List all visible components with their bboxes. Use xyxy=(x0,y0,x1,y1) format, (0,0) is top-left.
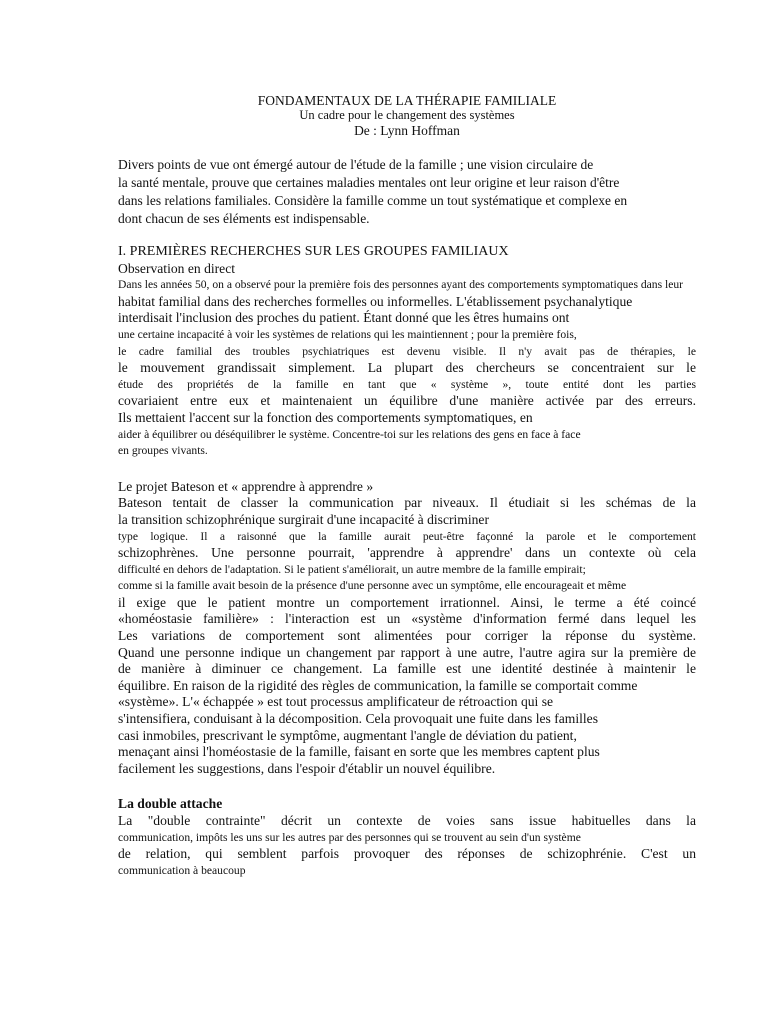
text-line: habitat familial dans des recherches formelles ou informelles. L'établissement psychanalytique xyxy=(118,293,633,309)
document-subtitle: Un cadre pour le changement des systèmes xyxy=(299,108,515,122)
text-line: la transition schizophrénique surgirait d'une incapacité à discriminer xyxy=(118,511,489,527)
text-line: Bateson tentait de classer la communication par niveaux. Il étudiait si les schémas de la xyxy=(118,495,696,511)
section-1-body xyxy=(118,277,696,460)
text-line: le mouvement grandissait simplement. La plupart des chercheurs se concentraient sur le xyxy=(118,360,696,376)
text-line: la santé mentale, prouve que certaines maladies mentales ont leur origine et leur raison d'être xyxy=(118,175,620,190)
text-line: communication, impôts les uns sur les autres par des personnes qui se trouvent au sein d'un système xyxy=(118,830,581,844)
text-line: aider à équilibrer ou déséquilibrer le système. Concentre-toi sur les relations des gens en face à face xyxy=(118,427,581,441)
text-line: La "double contrainte" décrit un contexte de voies sans issue habituelles dans la xyxy=(118,813,696,828)
text-line: type logique. Il a raisonné que la famille aurait peut-être façonné la parole et le comportement xyxy=(118,529,696,543)
section-heading: Le projet Bateson et « apprendre à apprendre » xyxy=(118,478,374,494)
text-line: casi inmobiles, prescrivant le symptôme, augmentant l'angle de déviation du patient, xyxy=(118,727,577,743)
section-3-body xyxy=(118,813,696,879)
text-line: s'intensifiera, conduisant à la décomposition. Cela provoquait une fuite dans les familles xyxy=(118,711,598,727)
document-page xyxy=(118,93,696,879)
section-2-body xyxy=(118,495,696,777)
section-heading: I. PREMIÈRES RECHERCHES SUR LES GROUPES FAMILIAUX xyxy=(118,244,509,259)
text-line: covariaient entre eux et maintenaient un équilibre d'une manière activée par des erreurs. xyxy=(118,393,696,409)
text-line: il exige que le patient montre un comportement irrationnel. Ainsi, le terme a été coincé xyxy=(118,594,696,610)
text-line: communication à beaucoup xyxy=(118,863,246,877)
text-line: Quand une personne indique un changement par rapport à une autre, l'autre agira sur la première de xyxy=(118,644,696,660)
text-line: menaçant ainsi l'homéostasie de la famille, faisant en sorte que les membres captent plus xyxy=(118,744,600,760)
text-line: «système». L'« échappée » est tout processus amplificateur de rétroaction qui se xyxy=(118,694,554,710)
text-line: Les variations de comportement sont alimentées pour corriger la réponse du système. xyxy=(118,628,696,644)
text-line: Dans les années 50, on a observé pour la première fois des personnes ayant des comportements symptomatiques dans leur xyxy=(118,278,684,292)
text-line: étude des propriétés de la famille en tant que « système », toute entité dont les parties xyxy=(118,377,696,391)
text-line: facilement les suggestions, dans l'espoir d'établir un nouvel équilibre. xyxy=(118,760,496,776)
text-line: dont chacun de ses éléments est indispensable. xyxy=(118,211,370,226)
text-line: en groupes vivants. xyxy=(118,444,208,458)
intro-paragraph xyxy=(118,156,696,228)
text-line: «homéostasie familière» : l'interaction est un «système d'information fermé dans lequel les xyxy=(118,611,696,627)
text-line: Divers points de vue ont émergé autour de l'étude de la famille ; une vision circulaire de xyxy=(118,157,594,172)
text-line: schizophrènes. Une personne pourrait, 'apprendre à apprendre' dans un contexte où cela xyxy=(118,545,696,561)
document-author: De : Lynn Hoffman xyxy=(354,123,460,138)
text-line: difficulté en dehors de l'adaptation. Si le patient s'améliorait, un autre membre de la famille empirait; xyxy=(118,562,586,576)
document-title: FONDAMENTAUX DE LA THÉRAPIE FAMILIALE xyxy=(257,93,557,108)
text-line: interdisait l'inclusion des proches du patient. Étant donné que les êtres humains ont xyxy=(118,310,570,326)
text-line: de manière à diminuer ce changement. La famille est une identité destinée à maintenir le xyxy=(118,661,696,677)
text-line: Ils mettaient l'accent sur la fonction des comportements symptomatiques, en xyxy=(118,409,533,425)
text-line: le cadre familial des troubles psychiatriques est devenu visible. Il n'y avait pas de thérapies, le xyxy=(118,344,696,358)
section-subheading: Observation en direct xyxy=(118,260,236,276)
text-line: de relation, qui semblent parfois provoquer des réponses de schizophrénie. C'est un xyxy=(118,846,696,862)
text-line: équilibre. En raison de la rigidité des règles de communication, la famille se comportait comme xyxy=(118,677,638,693)
text-line: comme si la famille avait besoin de la présence d'une personne avec un symptôme, elle encourageait et même xyxy=(118,579,627,593)
section-heading: La double attache xyxy=(118,796,223,812)
text-line: dans les relations familiales. Considère la famille comme un tout systématique et complexe en xyxy=(118,193,628,208)
text-line: une certaine incapacité à voir les systèmes de relations qui les maintiennent ; pour la première fois, xyxy=(118,327,577,341)
